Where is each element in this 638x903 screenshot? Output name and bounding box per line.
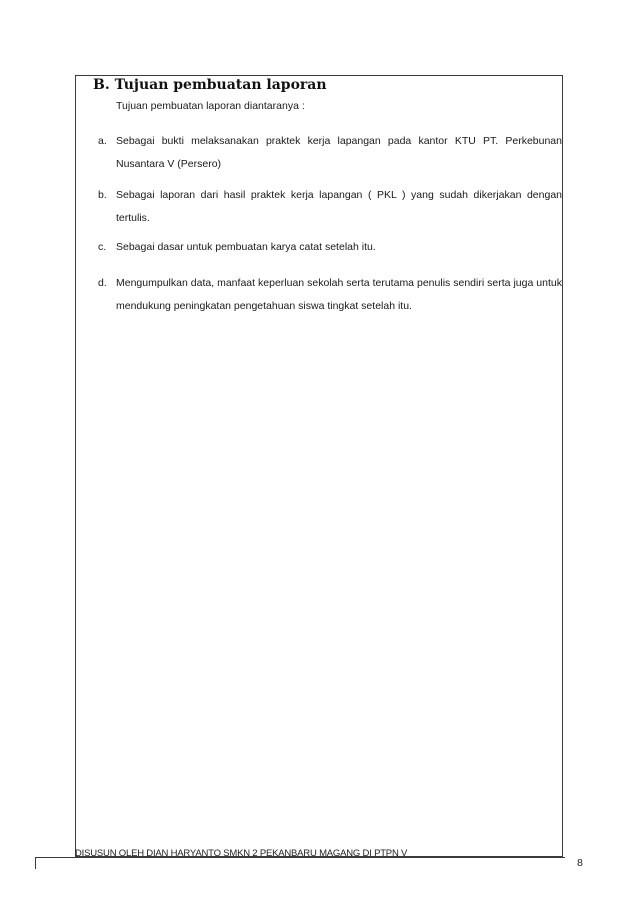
page-number: 8 <box>577 857 583 869</box>
list-item-a <box>98 130 562 176</box>
list-marker: d. <box>98 277 107 289</box>
list-item-c <box>98 236 562 259</box>
list-item-d <box>98 272 562 318</box>
list-item-text: Sebagai dasar untuk pembuatan karya catat setelah itu. <box>116 241 376 253</box>
list-marker: c. <box>98 241 107 253</box>
list-marker: b. <box>98 189 107 201</box>
section-intro: Tujuan pembuatan laporan diantaranya : <box>116 100 305 112</box>
list-item-text: Sebagai laporan dari hasil praktek kerja lapangan ( PKL ) yang sudah dikerjakan dengan tertulis. <box>116 189 562 224</box>
list-item-text: Sebagai bukti melaksanakan praktek kerja lapangan pada kantor KTU PT. Perkebunan Nusantara V (Persero) <box>116 135 562 170</box>
section-heading: B. Tujuan pembuatan laporan <box>93 77 327 93</box>
footer-text: DISUSUN OLEH DIAN HARYANTO SMKN 2 PEKANBARU MAGANG DI PTPN V <box>75 848 408 859</box>
list-marker: a. <box>98 135 107 147</box>
list-item-b <box>98 184 562 230</box>
list-item-text: Mengumpulkan data, manfaat keperluan sekolah serta terutama penulis sendiri serta juga untuk mendukung peningkatan pengetahuan siswa tingkat setelah itu. <box>116 277 562 312</box>
